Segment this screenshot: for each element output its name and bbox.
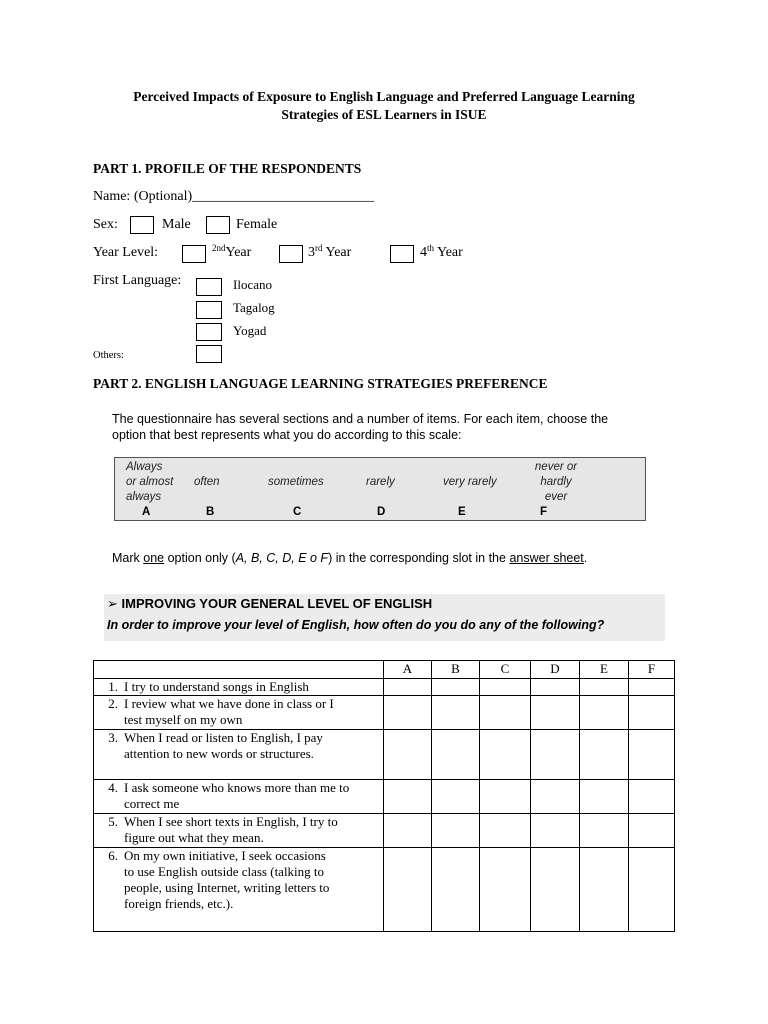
document-title	[60, 88, 708, 124]
answer-cell-a[interactable]	[384, 814, 432, 848]
year-4th-checkbox[interactable]	[390, 245, 414, 263]
item-text: On my own initiative, I seek occasions to use English outside class (talking to people, using Internet, writing letters to foreign friends, etc.).	[124, 848, 330, 911]
scale-label-b: often	[194, 476, 220, 488]
table-row	[94, 848, 675, 932]
language-yogad-checkbox[interactable]	[196, 323, 222, 341]
answer-cell-c[interactable]	[480, 679, 531, 696]
answer-cell-e[interactable]	[580, 780, 629, 814]
item-statement	[94, 696, 384, 730]
language-ilocano-label: Ilocano	[233, 277, 272, 292]
part1-heading: PART 1. PROFILE OF THE RESPONDENTS	[93, 161, 362, 176]
mark-answer-sheet: answer sheet	[509, 551, 584, 565]
item-text: When I see short texts in English, I try to figure out what they mean.	[124, 814, 338, 845]
answer-cell-f[interactable]	[629, 679, 675, 696]
year-2nd-number: 2	[212, 243, 217, 253]
column-header-a: A	[384, 661, 432, 679]
section-question: In order to improve your level of English, how often do you do any of the following?	[107, 618, 605, 632]
item-text: I ask someone who knows more than me to correct me	[124, 780, 350, 811]
year-2nd-sup: nd	[216, 243, 226, 253]
column-header-d: D	[531, 661, 580, 679]
item-number: 5.	[108, 814, 118, 829]
scale-label-d: rarely	[366, 476, 395, 488]
item-statement	[94, 730, 384, 780]
year-4th-sup: th	[427, 243, 435, 253]
scale-instructions-line-1: The questionnaire has several sections and a number of items. For each item, choose the	[112, 412, 609, 426]
scale-label-e: very rarely	[443, 476, 497, 488]
table-row	[94, 814, 675, 848]
answer-cell-b[interactable]	[432, 780, 480, 814]
answer-cell-e[interactable]	[580, 730, 629, 780]
answer-cell-e[interactable]	[580, 814, 629, 848]
item-number: 6.	[108, 848, 118, 863]
item-statement	[94, 679, 384, 696]
item-number: 2.	[108, 696, 118, 711]
sex-male-checkbox[interactable]	[130, 216, 154, 234]
answer-cell-d[interactable]	[531, 696, 580, 730]
scale-letter-b: B	[206, 506, 215, 518]
answer-cell-b[interactable]	[432, 696, 480, 730]
item-number: 1.	[108, 679, 118, 694]
sex-female-checkbox[interactable]	[206, 216, 230, 234]
answer-cell-e[interactable]	[580, 848, 629, 932]
scale-letter-d: D	[377, 506, 386, 518]
column-header-f: F	[629, 661, 675, 679]
year-2nd-text: Year	[225, 245, 252, 260]
language-yogad-label: Yogad	[233, 323, 267, 338]
scale-instructions-line-2: option that best represents what you do according to this scale:	[112, 428, 462, 442]
first-language-label: First Language:	[93, 273, 182, 288]
answer-cell-c[interactable]	[480, 696, 531, 730]
response-table	[93, 660, 675, 932]
answer-cell-f[interactable]	[629, 780, 675, 814]
answer-cell-a[interactable]	[384, 696, 432, 730]
item-statement	[94, 848, 384, 932]
answer-cell-b[interactable]	[432, 730, 480, 780]
item-text: When I read or listen to English, I pay attention to new words or structures.	[124, 730, 323, 761]
section-heading	[107, 596, 432, 612]
scale-letter-c: C	[293, 506, 302, 518]
answer-cell-c[interactable]	[480, 814, 531, 848]
answer-cell-b[interactable]	[432, 814, 480, 848]
answer-cell-a[interactable]	[384, 679, 432, 696]
mark-post: ) in the corresponding slot in the	[328, 551, 510, 565]
answer-cell-d[interactable]	[531, 679, 580, 696]
arrow-bullet-icon: ➢	[107, 596, 118, 611]
scale-label-c: sometimes	[268, 476, 324, 488]
language-tagalog-checkbox[interactable]	[196, 301, 222, 319]
scale-label-a: Always or almost always	[126, 461, 174, 503]
year-2nd-checkbox[interactable]	[182, 245, 206, 263]
answer-cell-f[interactable]	[629, 848, 675, 932]
item-statement	[94, 814, 384, 848]
part2-heading: PART 2. ENGLISH LANGUAGE LEARNING STRATEGIES PREFERENCE	[93, 376, 548, 391]
year-2nd-label	[212, 245, 251, 261]
year-4th-label	[420, 245, 463, 261]
table-header-blank	[94, 661, 384, 679]
answer-cell-c[interactable]	[480, 780, 531, 814]
language-others-checkbox[interactable]	[196, 345, 222, 363]
year-3rd-text: Year	[322, 245, 352, 260]
year-level-label: Year Level:	[93, 245, 159, 260]
mark-letters: A, B, C, D, E o F	[235, 551, 329, 565]
answer-cell-d[interactable]	[531, 848, 580, 932]
table-row	[94, 730, 675, 780]
answer-cell-d[interactable]	[531, 780, 580, 814]
section-heading-text: IMPROVING YOUR GENERAL LEVEL OF ENGLISH	[121, 596, 433, 611]
others-label: Others:	[93, 350, 124, 361]
answer-cell-b[interactable]	[432, 848, 480, 932]
answer-cell-c[interactable]	[480, 848, 531, 932]
answer-cell-f[interactable]	[629, 696, 675, 730]
sex-male-label: Male	[162, 217, 191, 232]
column-header-c: C	[480, 661, 531, 679]
scale-label-f: never or hardly ever	[534, 461, 578, 503]
table-row	[94, 780, 675, 814]
language-tagalog-label: Tagalog	[233, 300, 275, 315]
section-banner	[104, 594, 665, 641]
answer-cell-f[interactable]	[629, 814, 675, 848]
year-3rd-label	[308, 245, 351, 261]
year-4th-text: Year	[434, 245, 463, 260]
sex-female-label: Female	[236, 217, 278, 232]
answer-cell-a[interactable]	[384, 848, 432, 932]
year-4th-number: 4	[420, 245, 427, 260]
marking-instruction	[112, 551, 587, 565]
answer-cell-c[interactable]	[480, 730, 531, 780]
year-3rd-sup: rd	[315, 243, 323, 253]
item-number: 3.	[108, 730, 118, 745]
year-3rd-number: 3	[308, 245, 315, 260]
answer-cell-e[interactable]	[580, 696, 629, 730]
language-ilocano-checkbox[interactable]	[196, 278, 222, 296]
table-header-row	[94, 661, 675, 679]
scale-letter-f: F	[540, 506, 548, 518]
name-field[interactable]: Name: (Optional)__________________________	[93, 189, 375, 204]
scale-instructions	[112, 411, 682, 443]
mark-pre: Mark	[112, 551, 144, 565]
mark-mid: option only (	[164, 551, 236, 565]
item-number: 4.	[108, 780, 118, 795]
item-text: I review what we have done in class or I test myself on my own	[124, 696, 334, 727]
scale-letter-e: E	[458, 506, 466, 518]
column-header-e: E	[580, 661, 629, 679]
answer-cell-e[interactable]	[580, 679, 629, 696]
title-line-2: Strategies of ESL Learners in ISUE	[281, 107, 487, 122]
mark-one: one	[143, 551, 165, 565]
frequency-scale	[114, 457, 646, 521]
answer-cell-b[interactable]	[432, 679, 480, 696]
scale-letter-a: A	[142, 506, 151, 518]
item-statement	[94, 780, 384, 814]
table-row	[94, 696, 675, 730]
answer-cell-a[interactable]	[384, 780, 432, 814]
year-3rd-checkbox[interactable]	[279, 245, 303, 263]
answer-cell-d[interactable]	[531, 814, 580, 848]
column-header-b: B	[432, 661, 480, 679]
answer-cell-a[interactable]	[384, 730, 432, 780]
item-text: I try to understand songs in English	[124, 679, 309, 694]
sex-label: Sex:	[93, 217, 118, 232]
answer-cell-f[interactable]	[629, 730, 675, 780]
mark-end: .	[583, 551, 588, 565]
answer-cell-d[interactable]	[531, 730, 580, 780]
table-row	[94, 679, 675, 696]
title-line-1: Perceived Impacts of Exposure to English Language and Preferred Language Learning	[133, 89, 635, 104]
